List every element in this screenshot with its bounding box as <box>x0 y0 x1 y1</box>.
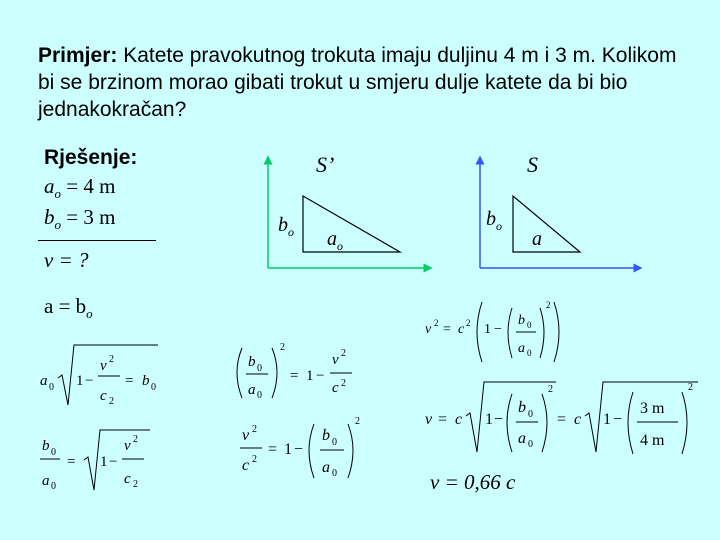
svg-text:a: a <box>518 341 525 356</box>
svg-text:a: a <box>42 473 50 489</box>
given-a: $a_o = 4$ m <box>44 174 116 202</box>
svg-text:v: v <box>124 438 131 454</box>
svg-text:c: c <box>100 388 107 404</box>
svg-text:2: 2 <box>466 318 471 328</box>
svg-text:v: v <box>242 427 250 444</box>
svg-text:0: 0 <box>528 439 533 450</box>
left-side-a: $a_o$ <box>327 228 343 253</box>
svg-text:=: = <box>443 322 451 337</box>
svg-text:c: c <box>455 411 463 428</box>
svg-text:0: 0 <box>151 382 156 393</box>
frame-label-s-prime: S’ <box>316 152 335 177</box>
svg-text:0: 0 <box>51 481 56 492</box>
eq-v-final <box>425 382 698 454</box>
svg-text:c: c <box>574 411 582 428</box>
svg-text:v: v <box>425 322 432 337</box>
svg-text:v: v <box>100 358 107 374</box>
svg-text:a: a <box>40 373 48 389</box>
svg-text:c: c <box>332 380 339 396</box>
svg-text:a: a <box>322 459 330 476</box>
svg-text:−: − <box>494 411 504 428</box>
eq-ratio-sqrt <box>40 430 150 492</box>
svg-text:1: 1 <box>284 441 292 458</box>
svg-text:0: 0 <box>528 409 533 420</box>
svg-text:1: 1 <box>100 454 108 470</box>
svg-text:2: 2 <box>280 342 285 353</box>
svg-text:2: 2 <box>546 300 551 310</box>
svg-text:0: 0 <box>332 437 337 448</box>
right-side-a: a <box>532 228 542 250</box>
svg-text:2: 2 <box>341 348 346 359</box>
svg-text:−: − <box>294 441 304 458</box>
svg-text:2: 2 <box>252 424 257 435</box>
frame-label-s: S <box>527 152 538 177</box>
svg-text:1: 1 <box>603 411 611 428</box>
svg-text:=: = <box>268 441 278 458</box>
svg-text:v: v <box>332 352 339 368</box>
units-den: 4 m <box>640 432 665 449</box>
svg-text:1: 1 <box>76 373 84 389</box>
svg-text:2: 2 <box>109 396 114 407</box>
eq-ratio-squared <box>237 342 352 401</box>
svg-text:b: b <box>42 438 50 454</box>
svg-text:0: 0 <box>49 382 54 393</box>
right-side-b: $b_o$ <box>486 208 502 233</box>
svg-text:−: − <box>494 322 502 337</box>
svg-text:c: c <box>242 457 250 474</box>
svg-text:2: 2 <box>341 378 346 389</box>
svg-text:2: 2 <box>133 434 138 445</box>
svg-text:−: − <box>613 411 623 428</box>
svg-text:=: = <box>125 373 134 389</box>
svg-text:0: 0 <box>257 363 262 374</box>
svg-text:2: 2 <box>252 454 257 465</box>
svg-text:0: 0 <box>257 390 262 401</box>
svg-text:a: a <box>518 430 526 447</box>
svg-text:−: − <box>85 373 94 389</box>
svg-text:2: 2 <box>355 416 360 427</box>
svg-text:0: 0 <box>527 320 532 330</box>
left-side-b: $b_o$ <box>278 214 294 239</box>
svg-text:b: b <box>518 313 525 328</box>
condition: $a = b_o$ <box>44 294 93 322</box>
svg-text:1: 1 <box>306 368 314 384</box>
svg-text:=: = <box>290 368 299 384</box>
svg-text:2: 2 <box>109 354 114 365</box>
svg-text:c: c <box>124 471 131 487</box>
eq-v-over-c <box>240 416 360 479</box>
eq-v-squared <box>425 300 559 362</box>
svg-text:=: = <box>438 411 448 428</box>
problem-label: Primjer: <box>38 44 118 67</box>
svg-text:2: 2 <box>548 384 553 395</box>
svg-text:b: b <box>142 373 150 389</box>
svg-text:b: b <box>248 354 256 370</box>
unknown-v: v = ? <box>44 248 89 272</box>
svg-text:b: b <box>518 399 526 416</box>
solution-heading: Rješenje: <box>44 146 138 169</box>
svg-text:1: 1 <box>485 411 493 428</box>
svg-text:0: 0 <box>332 468 337 479</box>
svg-text:−: − <box>316 368 325 384</box>
svg-text:2: 2 <box>434 318 439 328</box>
svg-text:2: 2 <box>688 382 693 393</box>
svg-text:=: = <box>67 454 76 470</box>
svg-text:2: 2 <box>133 479 138 490</box>
problem-text: Katete pravokutnog trokuta imaju duljinu 4 m i 3 m. Kolikom bi se brzinom morao gibati trokut u smjeru dulje katete da bi bio jednakokračan? <box>38 44 677 121</box>
svg-text:=: = <box>557 411 567 428</box>
units-num: 3 m <box>640 400 665 417</box>
svg-text:1: 1 <box>484 322 491 337</box>
eq-a0-sqrt <box>40 345 158 407</box>
svg-text:c: c <box>458 322 465 337</box>
svg-text:0: 0 <box>527 348 532 358</box>
given-b: $b_o = 3$ m <box>44 205 116 233</box>
svg-text:b: b <box>322 427 330 444</box>
svg-text:−: − <box>109 454 118 470</box>
svg-text:v: v <box>425 411 433 428</box>
result-equation: v = 0,66 c <box>430 470 516 494</box>
svg-text:0: 0 <box>51 447 56 458</box>
svg-text:a: a <box>248 382 256 398</box>
